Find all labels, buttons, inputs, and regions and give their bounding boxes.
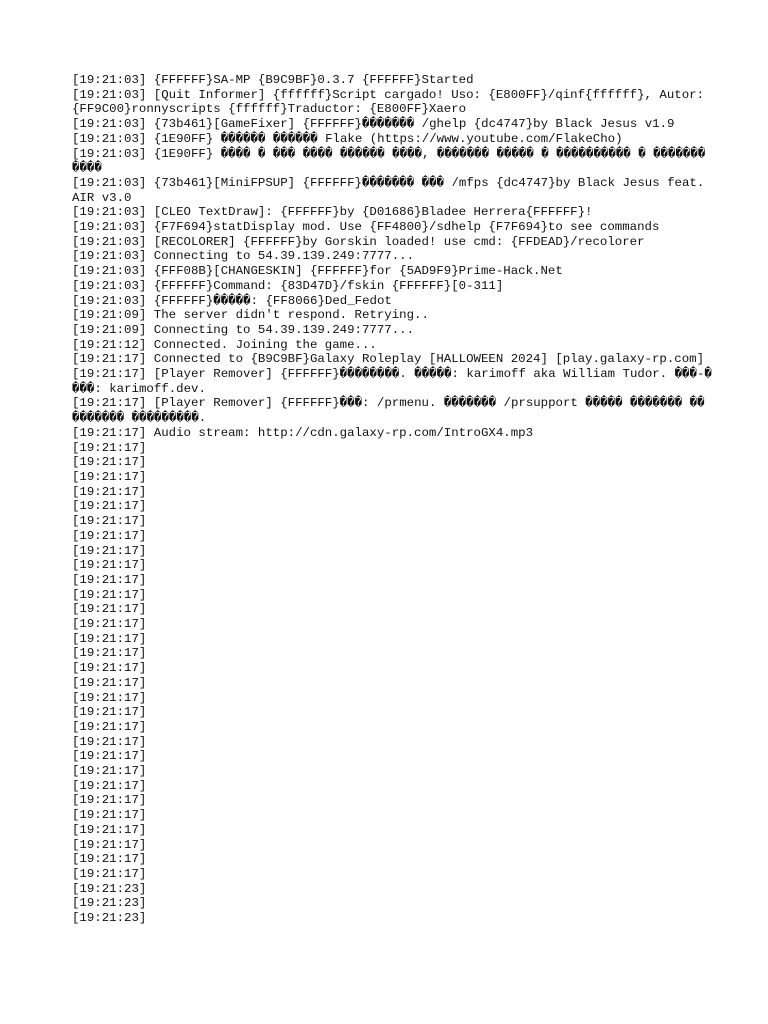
log-line: [19:21:17] — [72, 528, 147, 543]
log-line: [19:21:17] — [72, 808, 147, 823]
log-line: [19:21:03] {1E90FF} ���� � ��� ���� ������ ����, ������� ����� � ���������� � ����������� — [72, 146, 706, 176]
log-line: [19:21:03] {FFFFFF}�����: {FF8066}Ded_Fedot — [72, 293, 392, 308]
log-line: [19:21:17] — [72, 719, 147, 734]
log-line: [19:21:17] — [72, 866, 147, 881]
log-line: [19:21:17] — [72, 455, 147, 470]
log-line: [19:21:03] [RECOLORER] {FFFFFF}by Gorskin loaded! use cmd: {FFDEAD}/recolorer — [72, 234, 645, 249]
log-line: [19:21:03] {1E90FF} ������ ������ Flake (https://www.youtube.com/FlakeCho) — [72, 131, 623, 146]
log-line: [19:21:17] — [72, 734, 147, 749]
log-line: [19:21:17] — [72, 646, 147, 661]
log-line: [19:21:17] — [72, 631, 147, 646]
log-line: [19:21:17] — [72, 764, 147, 779]
log-line: [19:21:17] — [72, 499, 147, 514]
log-line: [19:21:17] — [72, 587, 147, 602]
log-line: [19:21:17] — [72, 822, 147, 837]
log-line: [19:21:17] — [72, 572, 147, 587]
log-line: [19:21:03] {F7F694}statDisplay mod. Use {FF4800}/sdhelp {F7F694}to see commands — [72, 220, 660, 235]
log-line: [19:21:17] — [72, 558, 147, 573]
log-line: [19:21:17] — [72, 440, 147, 455]
log-line: [19:21:23] — [72, 911, 147, 926]
log-line: [19:21:17] — [72, 675, 147, 690]
log-line: [19:21:17] — [72, 778, 147, 793]
log-line: [19:21:17] — [72, 793, 147, 808]
log-line: [19:21:03] {FFFFFF}Command: {83D47D}/fskin {FFFFFF}[0-311] — [72, 278, 504, 293]
log-line: [19:21:23] — [72, 881, 147, 896]
log-line: [19:21:17] — [72, 705, 147, 720]
log-line: [19:21:03] Connecting to 54.39.139.249:7777... — [72, 249, 415, 264]
log-line: [19:21:17] — [72, 837, 147, 852]
log-line: [19:21:12] Connected. Joining the game... — [72, 337, 377, 352]
log-line: [19:21:17] — [72, 602, 147, 617]
log-line: [19:21:17] — [72, 661, 147, 676]
log-line: [19:21:17] — [72, 690, 147, 705]
log-line: [19:21:17] [Player Remover] {FFFFFF}���: /prmenu. ������� /prsupport ����� ������� �� ������� ���������. — [72, 396, 713, 426]
log-line: [19:21:23] — [72, 896, 147, 911]
log-line: [19:21:17] — [72, 543, 147, 558]
log-line: [19:21:17] — [72, 617, 147, 632]
log-line: [19:21:17] — [72, 514, 147, 529]
log-line: [19:21:03] {FFF08B}[CHANGESKIN] {FFFFFF}for {5AD9F9}Prime-Hack.Net — [72, 264, 563, 279]
log-line: [19:21:17] — [72, 469, 147, 484]
log-line: [19:21:17] [Player Remover] {FFFFFF}��������. �����: karimoff aka William Tudor. ���-����: karimoff.dev. — [72, 367, 712, 396]
log-line: [19:21:17] Connected to {B9C9BF}Galaxy Roleplay [HALLOWEEN 2024] [play.galaxy-rp.com] — [72, 352, 705, 367]
log-line: [19:21:17] Audio stream: http://cdn.galaxy-rp.com/IntroGX4.mp3 — [72, 425, 534, 440]
log-line: [19:21:03] {FFFFFF}SA-MP {B9C9BF}0.3.7 {FFFFFF}Started — [72, 73, 474, 87]
log-line: [19:21:03] {73b461}[MiniFPSUP] {FFFFFF}������� ��� /mfps {dc4747}by Black Jesus feat. AIR v3.0 — [72, 175, 712, 205]
log-line: [19:21:03] {73b461}[GameFixer] {FFFFFF}������� /ghelp {dc4747}by Black Jesus v1.9 — [72, 117, 675, 132]
log-line: [19:21:03] [CLEO TextDraw]: {FFFFFF}by {D01686}Bladee Herrera{FFFFFF}! — [72, 205, 593, 220]
log-line: [19:21:17] — [72, 484, 147, 499]
chat-log-text — [72, 73, 712, 926]
log-line: [19:21:17] — [72, 852, 147, 867]
log-line: [19:21:09] The server didn't respond. Retrying.. — [72, 308, 429, 323]
log-line: [19:21:17] — [72, 749, 147, 764]
log-line: [19:21:09] Connecting to 54.39.139.249:7777... — [72, 322, 415, 337]
log-line: [19:21:03] [Quit Informer] {ffffff}Script cargado! Uso: {E800FF}/qinf{ffffff}, Autor: {FF9C00}ronnyscripts {ffffff}Traductor: {E800FF}Xaero — [72, 87, 712, 117]
